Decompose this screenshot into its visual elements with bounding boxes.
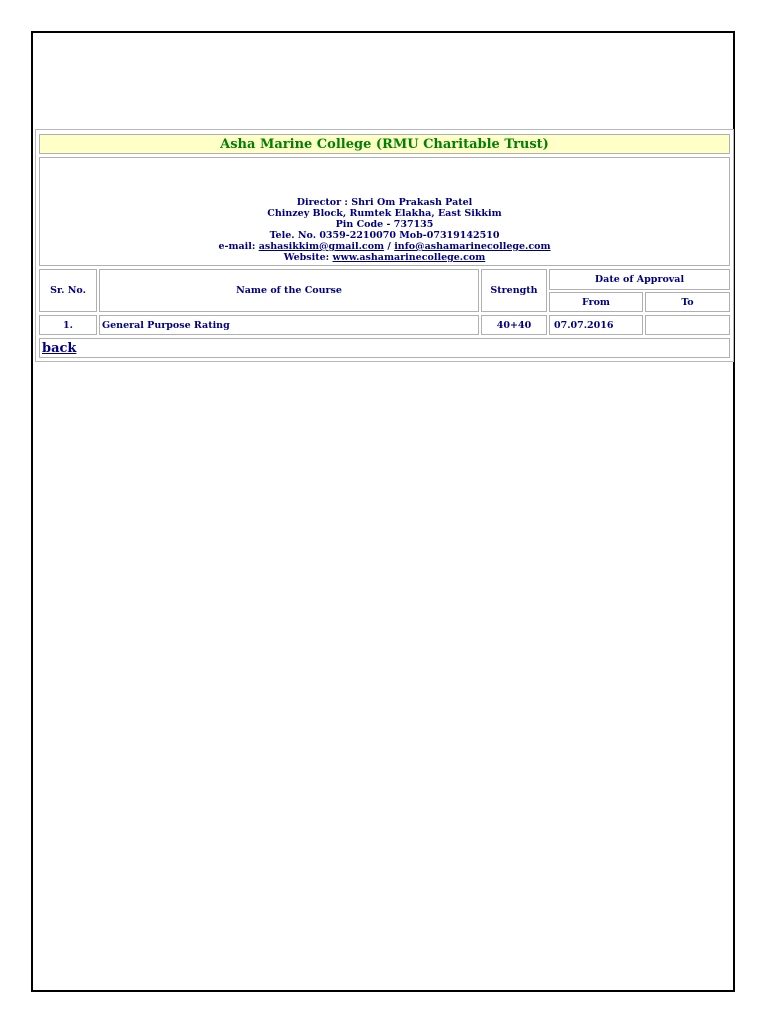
row-sr-no: 1. bbox=[39, 315, 97, 335]
email-separator: / bbox=[384, 241, 395, 252]
website-line bbox=[284, 252, 486, 263]
address-line: Chinzey Block, Rumtek Elakha, East Sikkim bbox=[267, 208, 502, 219]
email-link-1[interactable]: ashasikkim@gmail.com bbox=[258, 241, 385, 252]
row-from-date: 07.07.2016 bbox=[549, 315, 643, 335]
row-strength: 40+40 bbox=[481, 315, 547, 335]
email-line bbox=[218, 241, 550, 252]
header-date-of-approval: Date of Approval bbox=[549, 269, 730, 290]
row-course-name: General Purpose Rating bbox=[99, 315, 479, 335]
row-to-date bbox=[645, 315, 730, 335]
header-strength: Strength bbox=[481, 269, 547, 312]
college-title-cell bbox=[39, 134, 730, 154]
phone-line: Tele. No. 0359-2210070 Mob-07319142510 bbox=[269, 230, 500, 241]
header-sr-no: Sr. No. bbox=[39, 269, 97, 312]
header-to: To bbox=[645, 292, 730, 312]
website-prefix: Website: bbox=[283, 252, 333, 263]
header-from: From bbox=[549, 292, 643, 312]
website-link[interactable]: www.ashamarinecollege.com bbox=[332, 252, 486, 263]
pin-line: Pin Code - 737135 bbox=[335, 219, 434, 230]
director-line: Director : Shri Om Prakash Patel bbox=[296, 197, 473, 208]
back-link[interactable]: back bbox=[42, 341, 77, 356]
college-title: Asha Marine College (RMU Charitable Trust) bbox=[220, 136, 549, 152]
college-info-cell bbox=[39, 157, 730, 266]
email-prefix: e-mail: bbox=[218, 241, 259, 252]
header-course: Name of the Course bbox=[99, 269, 479, 312]
email-link-2[interactable]: info@ashamarinecollege.com bbox=[394, 241, 551, 252]
back-cell bbox=[39, 338, 730, 358]
course-table bbox=[35, 129, 734, 362]
